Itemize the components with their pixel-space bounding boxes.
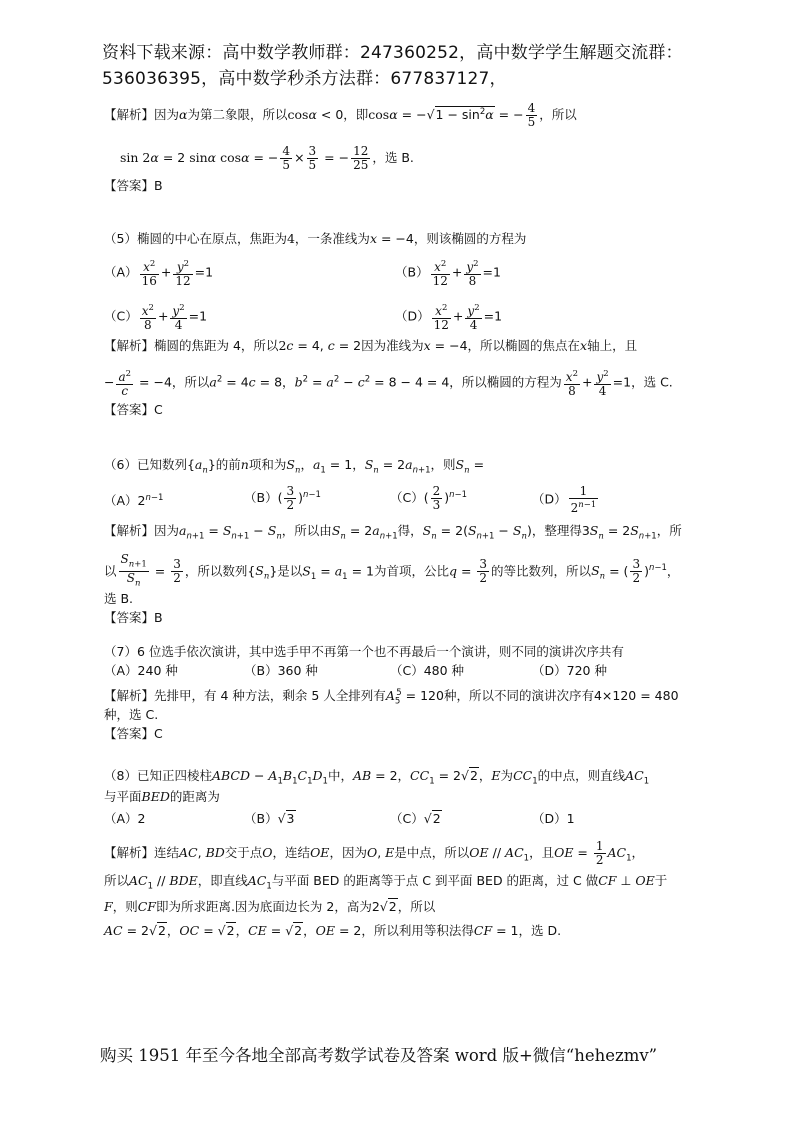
q7-option-b: （B）360 种 bbox=[244, 663, 318, 678]
q8-analysis-line2: 所以$AC_1$ // BDE，即直线$AC_1$与平面 BED 的距离等于点 C 到平面 BED 的距离，过 C 做CF ⊥ OE于 bbox=[104, 873, 668, 892]
q8-analysis-line4: AC = 2√2，OC = √2，CE = √2，OE = 2，所以利用等积法得CF = 1，选 D. bbox=[104, 923, 562, 938]
source-line-2: 536036395，高中数学秒杀方法群：677837127， bbox=[102, 69, 507, 89]
source-line-1: 资料下载来源：高中数学教师群：247360252，高中数学学生解题交流群： bbox=[102, 43, 683, 63]
footer-note: 购买 1951 年至今各地全部高考数学试卷及答案 word 版+微信“hehezmv” bbox=[100, 1046, 658, 1065]
p4-answer: 【答案】B bbox=[104, 178, 163, 193]
q5-option-d: （D） $\frac{x^2}{12}$ + $\frac{y^2}{4}$ =1 bbox=[395, 303, 503, 332]
q5-analysis-line2: − $\frac{a^2}{c}$ = −4，所以$a^2 = 4c = 8$，$b^2 = a^2 - c^2 = 8 - 4 = 4$，所以椭圆的方程为 $\frac{x^2}{8}$ + $\frac{y^2}{4}$ =1，选 C. bbox=[104, 369, 673, 398]
q5-option-c: （C） $\frac{x^2}{8}$ + $\frac{y^2}{4}$ =1 bbox=[104, 303, 208, 332]
q5-analysis-line1: 【解析】椭圆的焦距为 4，所以2c = 4, c = 2因为准线为x = −4，所以椭圆的焦点在x轴上，且 bbox=[104, 338, 638, 353]
q5-option-a: （A） $\frac{x^2}{16}$ + $\frac{y^2}{12}$ =1 bbox=[104, 259, 214, 288]
q8-option-c: （C）√2 bbox=[390, 811, 441, 826]
q6-analysis-line3: 选 B. bbox=[104, 591, 134, 606]
q6-analysis-line2: 以 $\frac{S_{n+1}}{S_n}$ = $\frac{3}{2}$ ，所以数列$\{S_n\}$是以$S_1 = a_1 = 1$为首项，公比q = $\frac{3}{2}$ 的等比数列，所以$S_n$ = ( $\frac{3}{2}$ )$^{n-1}$， bbox=[104, 552, 680, 589]
q8-option-d: （D）1 bbox=[532, 811, 575, 826]
q8-analysis-line3: F，则CF即为所求距离.因为底面边长为 2，高为2√2，所以 bbox=[104, 899, 436, 914]
q8-option-b: （B）√3 bbox=[244, 811, 295, 826]
q7-stem: （7）6 位选手依次演讲，其中选手甲不再第一个也不再最后一个演讲，则不同的演讲次序共有 bbox=[104, 644, 624, 659]
q6-answer: 【答案】B bbox=[104, 610, 163, 625]
q8-analysis-line1: 【解析】连结AC, BD交于点O，连结OE，因为O, E是中点，所以OE // $AC_1$，且OE = $\frac{1}{2}$ $AC_1$， bbox=[104, 839, 645, 867]
q6-option-b: （B）( $\frac{3}{2}$ )$^{n-1}$ bbox=[244, 484, 321, 512]
q6-analysis-line1: 【解析】因为$a_{n+1} = S_{n+1} - S_n$，所以由$S_n = 2a_{n+1}$得，$S_n = 2(S_{n+1} - S_n)$，整理得$3S_n = 2S_{n+1}$，所 bbox=[104, 523, 682, 542]
q7-analysis-line2: 种，选 C. bbox=[104, 707, 159, 722]
q7-answer: 【答案】C bbox=[104, 726, 163, 741]
q6-option-c: （C）( $\frac{2}{3}$ )$^{n-1}$ bbox=[390, 484, 468, 512]
q8-option-a: （A）2 bbox=[104, 811, 146, 826]
q6-stem: （6）已知数列$\{a_n\}$的前n项和为$S_n$，$a_1 = 1$，$S_n = 2a_{n+1}$，则$S_n$ = bbox=[104, 457, 485, 476]
q5-answer: 【答案】C bbox=[104, 402, 163, 417]
q8-stem-line1: （8）已知正四棱柱ABCD − $A_1B_1C_1D_1$中，AB = 2，$CC_1 = 2√2$，E为$CC_1$的中点，则直线$AC_1$ bbox=[104, 768, 650, 787]
p4-analysis-line2: sin 2α = 2 sinα cosα = − $\frac{4}{5}$ × $\frac{3}{5}$ = − $\frac{12}{25}$ ，选 B. bbox=[120, 144, 414, 172]
q8-stem-line2: 与平面BED的距离为 bbox=[104, 789, 220, 804]
p4-analysis-line1: 【解析】因为α为第二象限，所以cosα < 0，即$\cos\alpha = -√1 - \sin^2\alpha$ = − $\frac{4}{5}$ ，所以 bbox=[104, 101, 577, 129]
q7-analysis-line1: 【解析】先排甲，有 4 种方法，剩余 5 人全排列有$A_5^5 = 120$种，所以不同的演讲次序有4×120 = 480 bbox=[104, 688, 679, 707]
q7-option-d: （D）720 种 bbox=[532, 663, 607, 678]
q5-stem: （5）椭圆的中心在原点，焦距为4，一条准线为x = −4，则该椭圆的方程为 bbox=[104, 231, 527, 246]
q7-option-c: （C）480 种 bbox=[390, 663, 465, 678]
q5-option-b: （B） $\frac{x^2}{12}$ + $\frac{y^2}{8}$ =1 bbox=[395, 259, 501, 288]
q7-option-a: （A）240 种 bbox=[104, 663, 178, 678]
q6-option-d: （D） $\frac{1}{2^{n-1}}$ bbox=[532, 484, 597, 515]
q6-option-a: $(A)2^{n-1}$ bbox=[104, 493, 164, 509]
